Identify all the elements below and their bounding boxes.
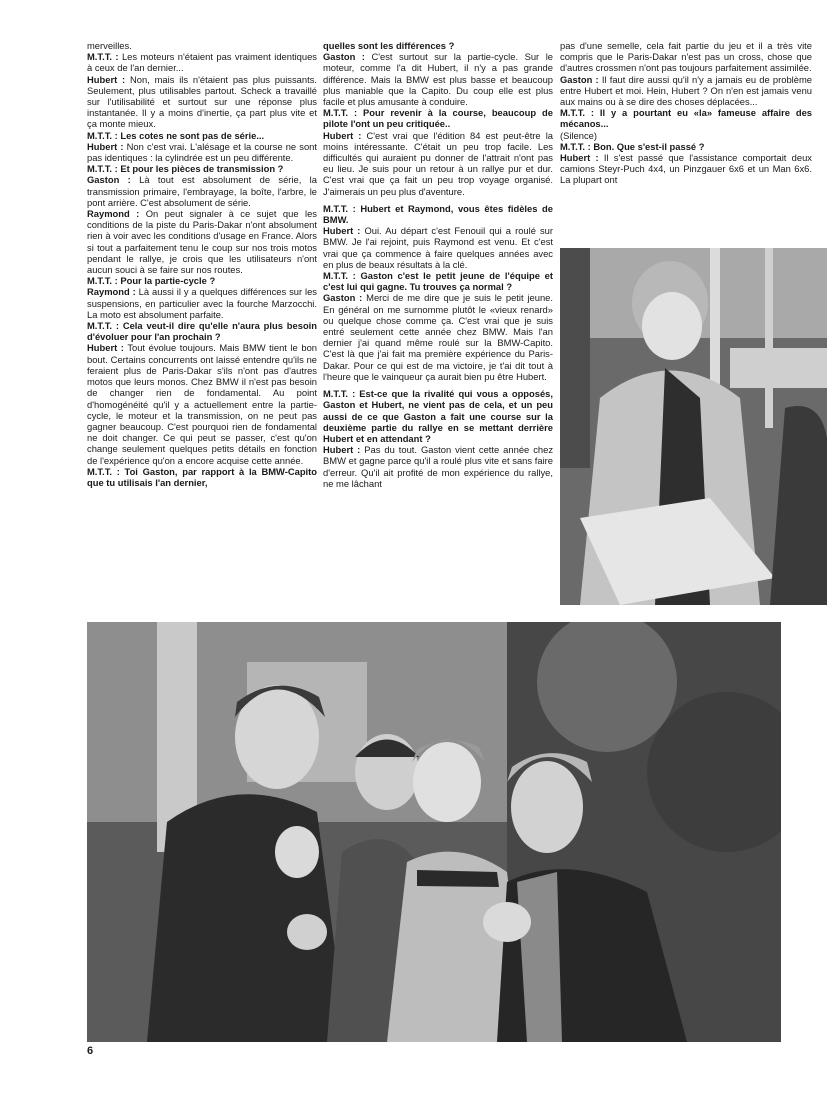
interview-paragraph (323, 107, 553, 129)
answer-text: Là tout est absolument de série, la transmission primaire, l'embrayage, la boîte, l'arbre, le pont arrière. C'est absolument de série. (87, 174, 317, 208)
speaker-label: Hubert : (87, 342, 124, 354)
interview-paragraph (323, 203, 553, 225)
interview-paragraph (87, 74, 317, 130)
photo-team-group (87, 622, 781, 1042)
answer-text: pas d'une semelle, cela fait partie du jeu et il a très vite compris que le Paris-Dakar n'est pas un cross, chose que d'autres crossmen n'ont pas toujours parfaitement assimilée. (560, 40, 812, 74)
question-text: Gaston c'est le petit jeune de l'équipe et c'est lui qui gagne. Tu trouves ça normal ? (323, 270, 553, 293)
interview-paragraph (323, 40, 553, 51)
interview-paragraph (87, 275, 317, 286)
answer-text: merveilles. (87, 40, 132, 51)
page-number: 6 (87, 1045, 94, 1057)
question-text: Hubert et Raymond, vous êtes fidèles de BMW. (323, 202, 553, 226)
answer-text: (Silence) (560, 129, 597, 141)
question-text: Les cotes ne sont pas de série... (120, 129, 265, 141)
text-column-1 (87, 40, 317, 488)
answer-text: Oui. Au départ c'est Fenouil qui a roulé sur BMW. Je l'ai rejoint, puis Raymond est venu. Et c'est vrai que ça commence à faire quelques années avec en plus de beaux résultats à la clé. (323, 225, 554, 270)
interview-paragraph (87, 163, 317, 174)
interview-paragraph (87, 130, 317, 141)
answer-text: Non, mais ils n'étaient pas plus puissants. Seulement, plus utilisables partout. Scheck a travaillé sur l'utilisabilité et surtout sur une réponse plus instantanée. Il y a moins d'inertie, ça part plus vite et ça monte mieux. (87, 73, 318, 130)
photo-team-group-drawing (87, 622, 781, 1042)
question-text: Il y a pourtant eu «la» fameuse affaire des mécanos... (560, 107, 812, 130)
interview-paragraph (87, 466, 317, 488)
answer-text: Non c'est vrai. L'alésage et la course ne sont pas identiques : la cylindrée est un peu différente. (87, 140, 317, 164)
answer-text: Tout évolue toujours. Mais BMW tient le bon bout. Certains concurrents ont laissé entendre qu'ils ne feraient plus de Paris-Dakar s'ils n'ont pas d'autres motos que leurs monos. Chez BMW il n'est pas besoin de changer rien de fondamental. Au point d'homogénéité qu'il y a actuellement entre la partie-cycle, le moteur et la transmission, on ne peut pas gagner beaucoup. C'est pourquoi rien de fondamental ne doit changer. Ce qui peut se passer, c'est qu'on change seulement quelques petits détails en fonction de l'expérience qu'on a encore acquise cette année. (87, 342, 317, 466)
speaker-label: M.T.T. : (87, 465, 120, 477)
speaker-label: Hubert : (323, 444, 361, 456)
speaker-label: Raymond : (87, 286, 136, 298)
speaker-label: M.T.T. : (87, 129, 118, 141)
speaker-label: Gaston : (323, 292, 363, 304)
answer-text: Pas du tout. Gaston vient cette année chez BMW et gagne parce qu'il a roulé plus vite et sans faire d'erreur. Qu'il ait profité de mon expérience du rallye, ne me lâchant (323, 444, 554, 489)
interview-paragraph (87, 342, 317, 465)
speaker-label: Hubert : (323, 129, 362, 141)
interview-paragraph (560, 40, 812, 74)
answer-text: On peut signaler à ce sujet que les conditions de la piste du Paris-Dakar n'ont absolument rien à voir avec les conditions d'usage en France. Alors si tout a parfaitement tenu le coup sur nos trois motos pendant le rallye, je crois que les utilisateurs n'ont aucun souci à se faire sur nos routes. (87, 208, 317, 276)
answer-text: Les moteurs n'étaient pas vraiment identiques à ceux de l'an dernier... (87, 51, 317, 74)
question-text: Toi Gaston, par rapport à la BMW-Capito que tu utilisais l'an dernier, (87, 465, 317, 488)
interview-paragraph (87, 174, 317, 208)
interview-paragraph (323, 270, 553, 292)
answer-text: Il faut dire aussi qu'il n'y a jamais eu de problème entre Hubert et moi. Hein, Hubert ? On n'en est jamais venu aux mains ou à se dire des choses déplacées... (560, 73, 812, 108)
question-text: Est-ce que la rivalité qui vous a opposés, Gaston et Hubert, ne vient pas de cela, et un peu aussi de ce que Gaston a fait une course sur la deuxième partie du rallye en se mettant derrière Hubert et en attendant ? (323, 388, 554, 444)
photo-woman-papers (560, 248, 827, 605)
photo-woman-papers-drawing (560, 248, 827, 605)
speaker-label: Raymond : (87, 208, 140, 220)
question-text: Cela veut-il dire qu'elle n'aura plus besoin d'évoluer pour l'an prochain ? (87, 320, 318, 343)
question-text: Bon. Que s'est-il passé ? (593, 140, 705, 152)
text-column-2 (323, 40, 553, 489)
answer-text: C'est surtout sur la partie-cycle. Sur le moteur, comme l'a dit Hubert, il n'y a pas grande différence. Mais la BMW est plus basse et beaucoup plus maniable que la Capito. Du coup elle est plus facile et plus amusante à conduire. (323, 51, 553, 108)
question-text: Pour la partie-cycle ? (120, 275, 216, 287)
answer-text: Il s'est passé que l'assistance comportait deux camions Steyr-Puch 4x4, un Pinzgauer 6x6 et un Man 6x6. La plupart ont (560, 152, 812, 186)
interview-paragraph (87, 208, 317, 275)
speaker-label: M.T.T. : (560, 140, 591, 152)
text-column-3 (560, 40, 812, 186)
speaker-label: Hubert : (87, 73, 126, 85)
interview-paragraph (87, 286, 317, 320)
speaker-label: M.T.T. : (323, 202, 356, 214)
interview-paragraph (323, 292, 553, 382)
speaker-label: M.T.T. : (323, 107, 358, 119)
interview-paragraph (323, 225, 553, 270)
interview-paragraph (560, 141, 812, 152)
interview-paragraph (323, 130, 553, 197)
speaker-label: M.T.T. : (87, 51, 119, 63)
speaker-label: M.T.T. : (323, 270, 356, 282)
interview-paragraph (87, 51, 317, 73)
speaker-label: Gaston : (560, 73, 599, 85)
speaker-label: Hubert : (87, 140, 124, 152)
interview-paragraph (87, 141, 317, 163)
speaker-label: M.T.T. : (87, 163, 118, 175)
interview-paragraph (323, 388, 553, 444)
speaker-label: M.T.T. : (323, 388, 356, 400)
interview-paragraph (560, 74, 812, 108)
answer-text: Merci de me dire que je suis le petit jeune. En général on me surnomme plutôt le «vieux renard» ou quelque chose comme ça. C'est vrai que je suis entré seulement cette année chez BMW. Mais l'an dernier j'ai quand même roulé sur la BMW-Capito. C'est là que j'ai fait ma première expérience du Paris-Dakar. Pour ce qui est de ma victoire, je t'ai dit tout à l'heure que le vainqueur ça aurait bien pu être Hubert. (323, 292, 553, 382)
speaker-label: M.T.T. : (87, 275, 118, 287)
question-text: quelles sont les différences ? (323, 40, 455, 51)
interview-paragraph (87, 320, 317, 342)
speaker-label: Hubert : (323, 225, 361, 237)
answer-text: C'est vrai que l'édition 84 est peut-être la moins intéressante. C'était un peu trop facile. Les difficultés qui auraient pu donner de l'attrait n'ont pas eu lieu. Je suis pour un retour à un rallye pur et dur. C'est vrai que ça fait un peu trop voyage organisé. J'aimerais un peu plus d'aventure. (323, 129, 554, 197)
interview-paragraph (560, 107, 812, 129)
answer-text: Là aussi il y a quelques différences sur les suspensions, en particulier avec la fourche Marzocchi. La moto est absolument parfaite. (87, 286, 317, 320)
speaker-label: M.T.T. : (560, 107, 594, 119)
question-text: Pour revenir à la course, beaucoup de pilote l'ont un peu critiquée.. (323, 107, 553, 130)
question-text: Et pour les pièces de transmission ? (120, 163, 284, 175)
interview-paragraph (560, 152, 812, 186)
interview-paragraph (323, 444, 553, 489)
interview-paragraph (87, 40, 317, 51)
speaker-label: Gaston : (323, 51, 365, 63)
interview-paragraph (560, 130, 812, 141)
speaker-label: Hubert : (560, 152, 599, 164)
speaker-label: M.T.T. : (87, 320, 119, 332)
speaker-label: Gaston : (87, 174, 131, 186)
interview-paragraph (323, 51, 553, 107)
